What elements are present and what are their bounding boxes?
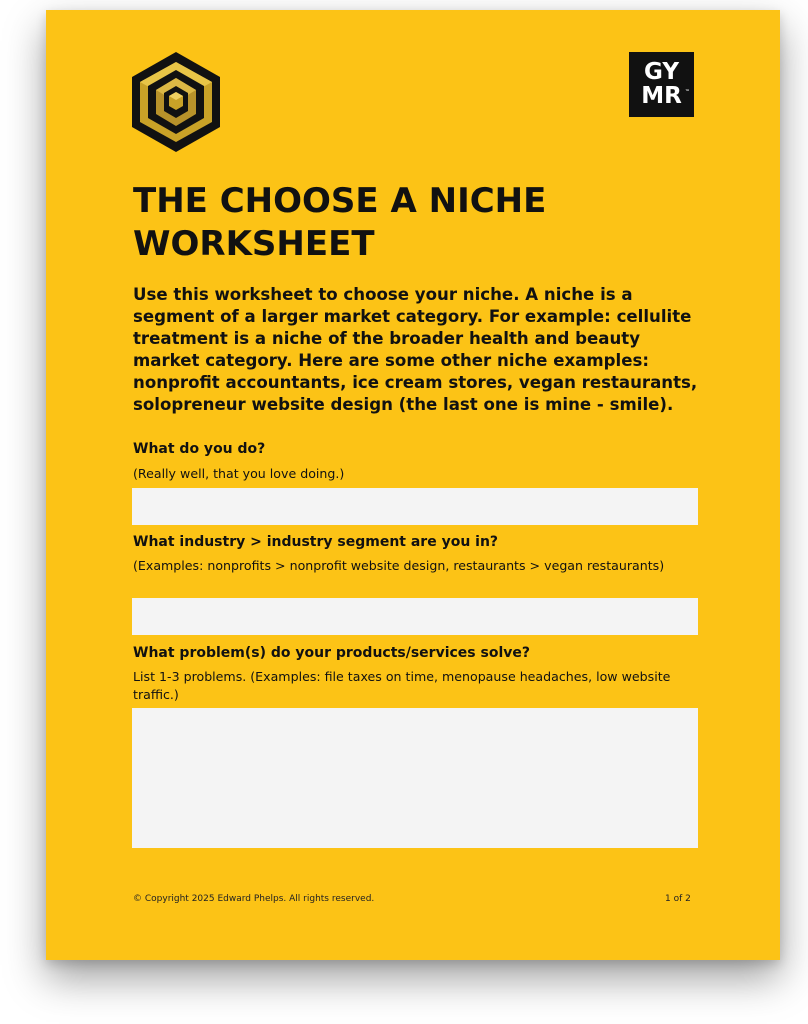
question-2-hint: (Examples: nonprofits > nonprofit website design, restaurants > vegan restaurants) (133, 558, 665, 573)
question-1-hint: (Really well, that you love doing.) (133, 466, 345, 481)
question-1-label: What do you do? (133, 441, 266, 457)
question-2-label: What industry > industry segment are you in? (133, 534, 499, 550)
page-number: 1 of 2 (665, 894, 691, 904)
intro-paragraph: Use this worksheet to choose your niche. A niche is a segment of a larger market category. For example: cellulite treatment is a niche of the broader health and beauty market category. Here are some other niche examples: nonprofit accountants, ice cream stores, vegan restaurants, solopreneur website design (the last one is mine - smile). (133, 285, 698, 414)
worksheet-page (46, 10, 780, 960)
gymr-logo-badge (629, 52, 694, 117)
question-2-answer-field[interactable] (132, 598, 698, 635)
question-3-hint: List 1-3 problems. (Examples: file taxes on time, menopause headaches, low website traffic.) (133, 669, 671, 702)
question-1-answer-field[interactable] (132, 488, 698, 525)
page-title (133, 180, 693, 266)
title-line-1: THE CHOOSE A NICHE (133, 181, 547, 221)
title-line-2: WORKSHEET (133, 224, 375, 264)
badge-line-2: MR (641, 83, 682, 109)
question-3-answer-field[interactable] (132, 708, 698, 848)
badge-line-1: GY (643, 59, 680, 85)
trademark-mark: ™ (685, 89, 690, 95)
question-3-label: What problem(s) do your products/services solve? (133, 645, 530, 661)
copyright-notice: © Copyright 2025 Edward Phelps. All rights reserved. (133, 894, 375, 904)
hexagon-cube-logo-icon (132, 52, 220, 152)
